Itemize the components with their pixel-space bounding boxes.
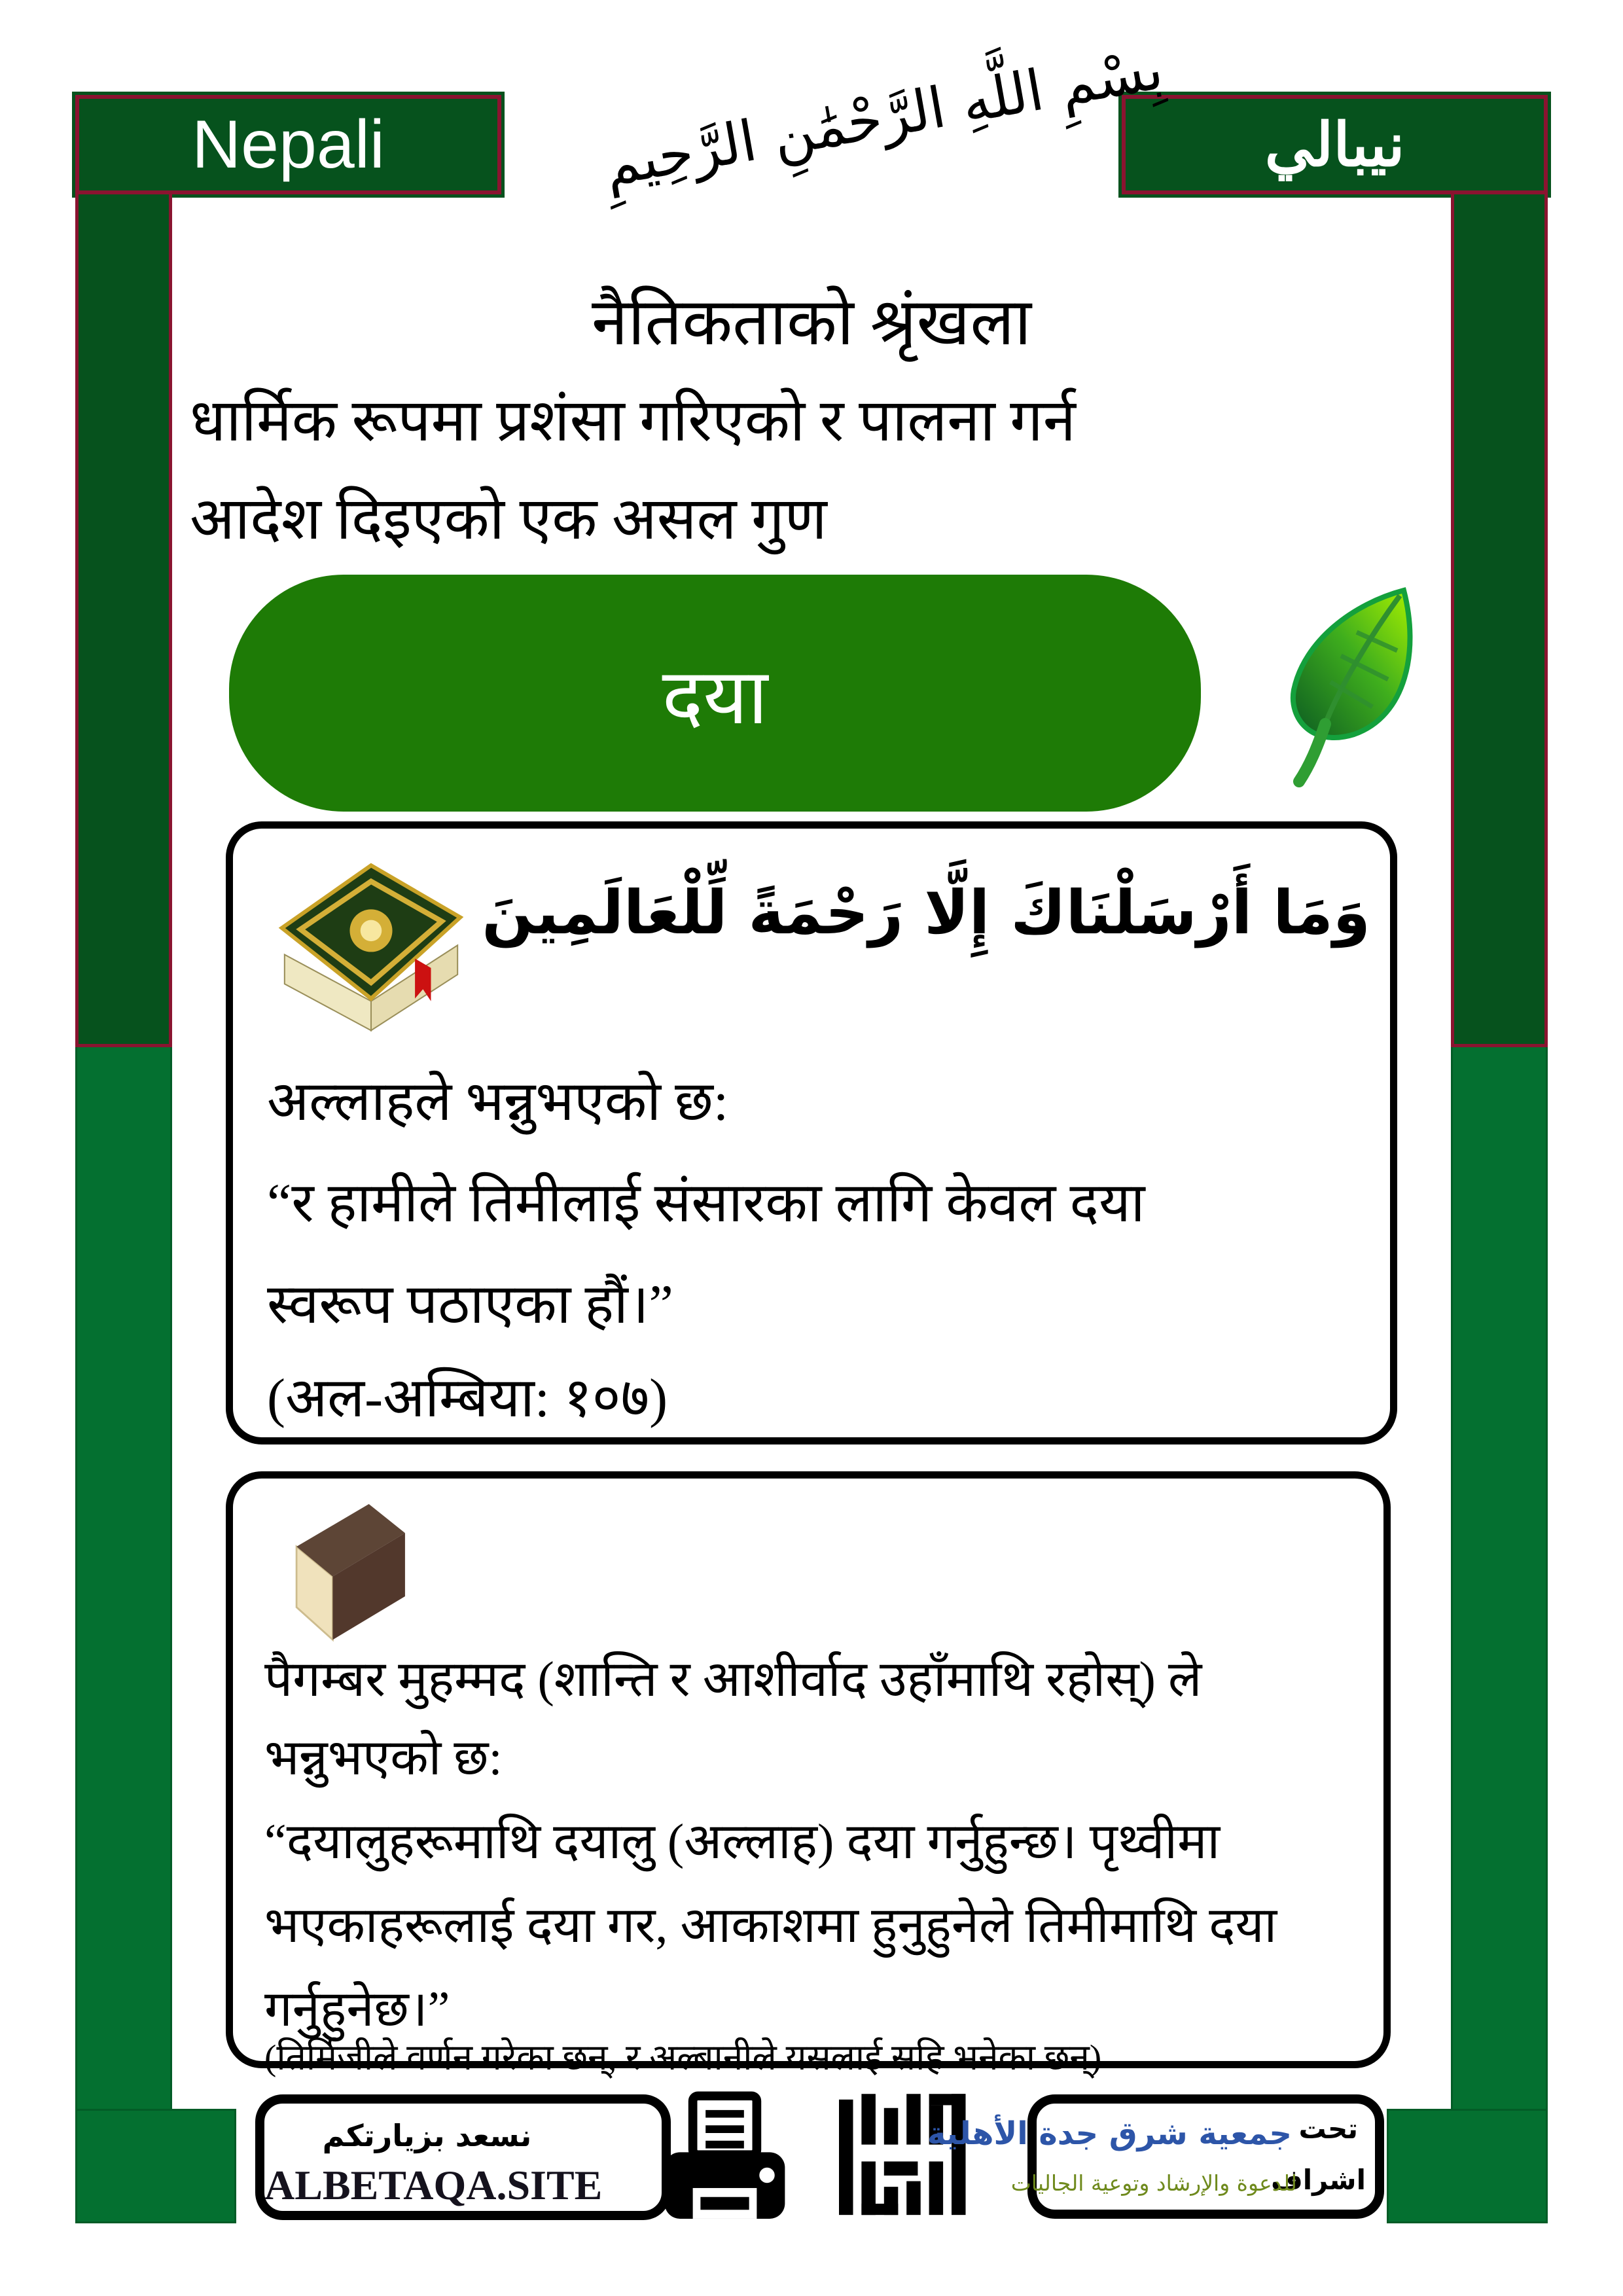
hadith-reference: (तिर्मिजीले वर्णन गरेका छन्, र अल्बानीले यसलाई सहि भनेका छन्) (264, 2037, 1102, 2077)
right-bright-green-bar (1451, 1047, 1548, 2109)
definition-line-2: आदेश दिइएको एक असल गुण (190, 487, 827, 552)
series-title: नैतिकताको श्रृंखला (591, 286, 1032, 359)
printer-icon (654, 2089, 795, 2233)
quran-reference: (अल-अम्बिया: १०७) (267, 1368, 668, 1429)
quran-verse-card (226, 821, 1397, 1444)
hadith-quote-line-3: गर्नुहुनेछ।” (264, 1982, 450, 2037)
visit-text-arabic: نسعد بزيارتكم (322, 2118, 532, 2153)
left-green-foot-block (75, 2109, 236, 2223)
quran-book-icon (250, 855, 492, 1054)
kufic-square-logo (839, 2093, 980, 2221)
language-label-right-text: نيبالي (1264, 111, 1405, 179)
hadith-intro-line-1: पैगम्बर मुहम्मद (शान्ति र आशीर्वाद उहाँमाथि रहोस्) ले (264, 1652, 1202, 1707)
hadith-intro-line-2: भन्नुभएको छ: (264, 1731, 503, 1785)
hadith-card (226, 1471, 1391, 2077)
topic-title: दया (662, 654, 768, 740)
visit-site-box (255, 2094, 671, 2220)
language-label-left-text: Nepali (192, 106, 385, 183)
under-label: تحت (1298, 2113, 1358, 2145)
language-label-left (75, 95, 501, 194)
definition-line-1: धार्मिक रूपमा प्रशंसा गरिएको र पालना गर्न (190, 389, 1076, 454)
quran-quote-line-1: “र हामीले तिमीलाई संसारका लागि केवल दया (267, 1173, 1145, 1234)
left-bright-green-bar (75, 1047, 172, 2109)
right-green-foot-block (1387, 2109, 1548, 2223)
quran-quote-line-2: स्वरूप पठाएका हौं।” (267, 1274, 673, 1335)
site-name: ALBETAQA.SITE (264, 2162, 603, 2208)
bismillah-calligraphy: بِسْمِ اللَّهِ الرَّحْمَٰنِ الرَّحِيمِ (599, 36, 1168, 200)
quran-intro-line: अल्लाहले भन्नुभएको छ: (267, 1071, 729, 1132)
quran-verse-arabic: وَمَا أَرْسَلْنَاكَ إِلَّا رَحْمَةً لِّلْعَالَمِينَ (482, 878, 1370, 948)
hadith-quote-line-1: “दयालुहरूमाथि दयालु (अल्लाह) दया गर्नुहुन्छ। पृथ्वीमा (264, 1814, 1221, 1869)
supervision-label: اشراف (1270, 2164, 1366, 2196)
topic-pill (229, 575, 1201, 812)
hadith-book-icon (256, 1497, 446, 1646)
organization-tagline: للدعوة والإرشاد وتوعية الجاليات (1010, 2170, 1297, 2196)
leaf-icon (1273, 579, 1430, 795)
supervision-box (927, 2094, 1384, 2219)
hadith-quote-line-2: भएकाहरूलाई दया गर, आकाशमा हुनुहुनेले तिमीमाथि दया (264, 1898, 1277, 1953)
organization-name: جمعية شرق جدة الأهلية (927, 2115, 1292, 2152)
